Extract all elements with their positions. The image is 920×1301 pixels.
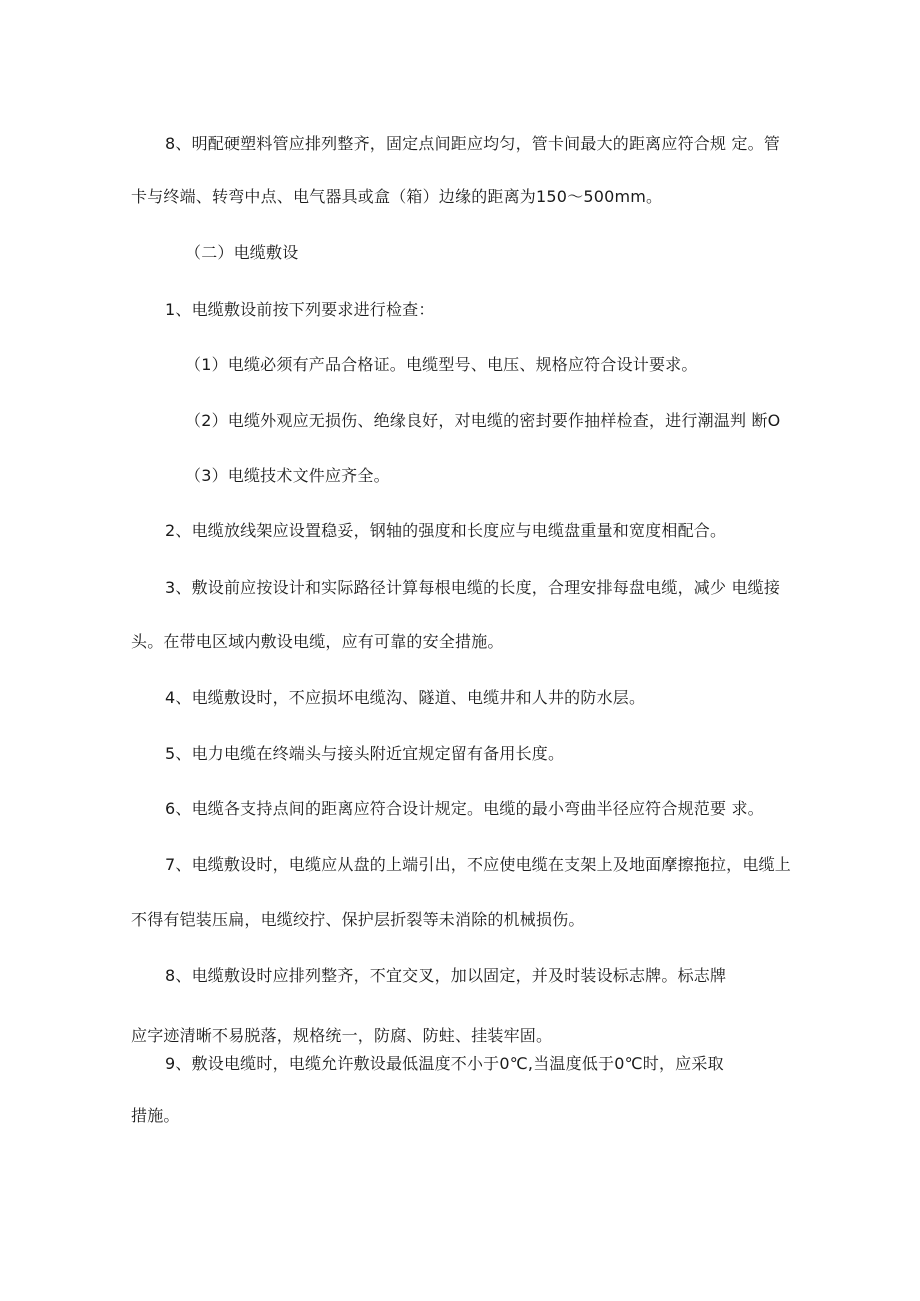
section-heading: （二）电缆敷设 — [185, 243, 299, 262]
text-line-5: （1）电缆必须有产品合格证。电缆型号、电压、规格应符合设计要求。 — [185, 355, 698, 374]
text-line-7: （3）电缆技术文件应齐全。 — [185, 466, 390, 485]
text-line-19: 措施。 — [131, 1106, 180, 1125]
text-line-15: 不得有铠装压扁，电缆绞拧、保护层折裂等未消除的机械损伤。 — [131, 910, 585, 929]
text-line-18: 9、敷设电缆时，电缆允许敷设最低温度不小于0℃,当温度低于0℃时，应采取 — [165, 1054, 724, 1073]
text-line-17: 应字迹清晰不易脱落，规格统一，防腐、防蛀、挂装牢固。 — [131, 1026, 553, 1045]
text-line-6: （2）电缆外观应无损伤、绝缘良好，对电缆的密封要作抽样检查，进行潮温判 断O — [185, 411, 781, 430]
text-line-2: 卡与终端、转弯中点、电气器具或盒（箱）边缘的距离为150～500mm。 — [131, 187, 663, 206]
text-line-10: 头。在带电区域内敷设电缆，应有可靠的安全措施。 — [131, 632, 504, 651]
text-line-12: 5、电力电缆在终端头与接头附近宜规定留有备用长度。 — [165, 744, 565, 763]
text-line-9: 3、敷设前应按设计和实际路径计算每根电缆的长度，合理安排每盘电缆，减少 电缆接 — [165, 578, 781, 597]
text-line-13: 6、电缆各支持点间的距离应符合设计规定。电缆的最小弯曲半径应符合规范要 求。 — [165, 799, 764, 818]
text-line-16: 8、电缆敷设时应排列整齐，不宜交叉，加以固定，并及时装设标志牌。标志牌 — [165, 966, 727, 985]
text-line-1: 8、明配硬塑料管应排列整齐，固定点间距应均匀，管卡间最大的距离应符合规 定。管 — [165, 134, 781, 153]
text-line-11: 4、电缆敷设时，不应损坏电缆沟、隧道、电缆井和人井的防水层。 — [165, 688, 646, 707]
text-line-14: 7、电缆敷设时，电缆应从盘的上端引出，不应使电缆在支架上及地面摩擦拖拉，电缆上 — [165, 855, 791, 874]
text-line-8: 2、电缆放线架应设置稳妥，钢轴的强度和长度应与电缆盘重量和宽度相配合。 — [165, 521, 727, 540]
text-line-4: 1、电缆敷设前按下列要求进行检查： — [165, 300, 435, 319]
